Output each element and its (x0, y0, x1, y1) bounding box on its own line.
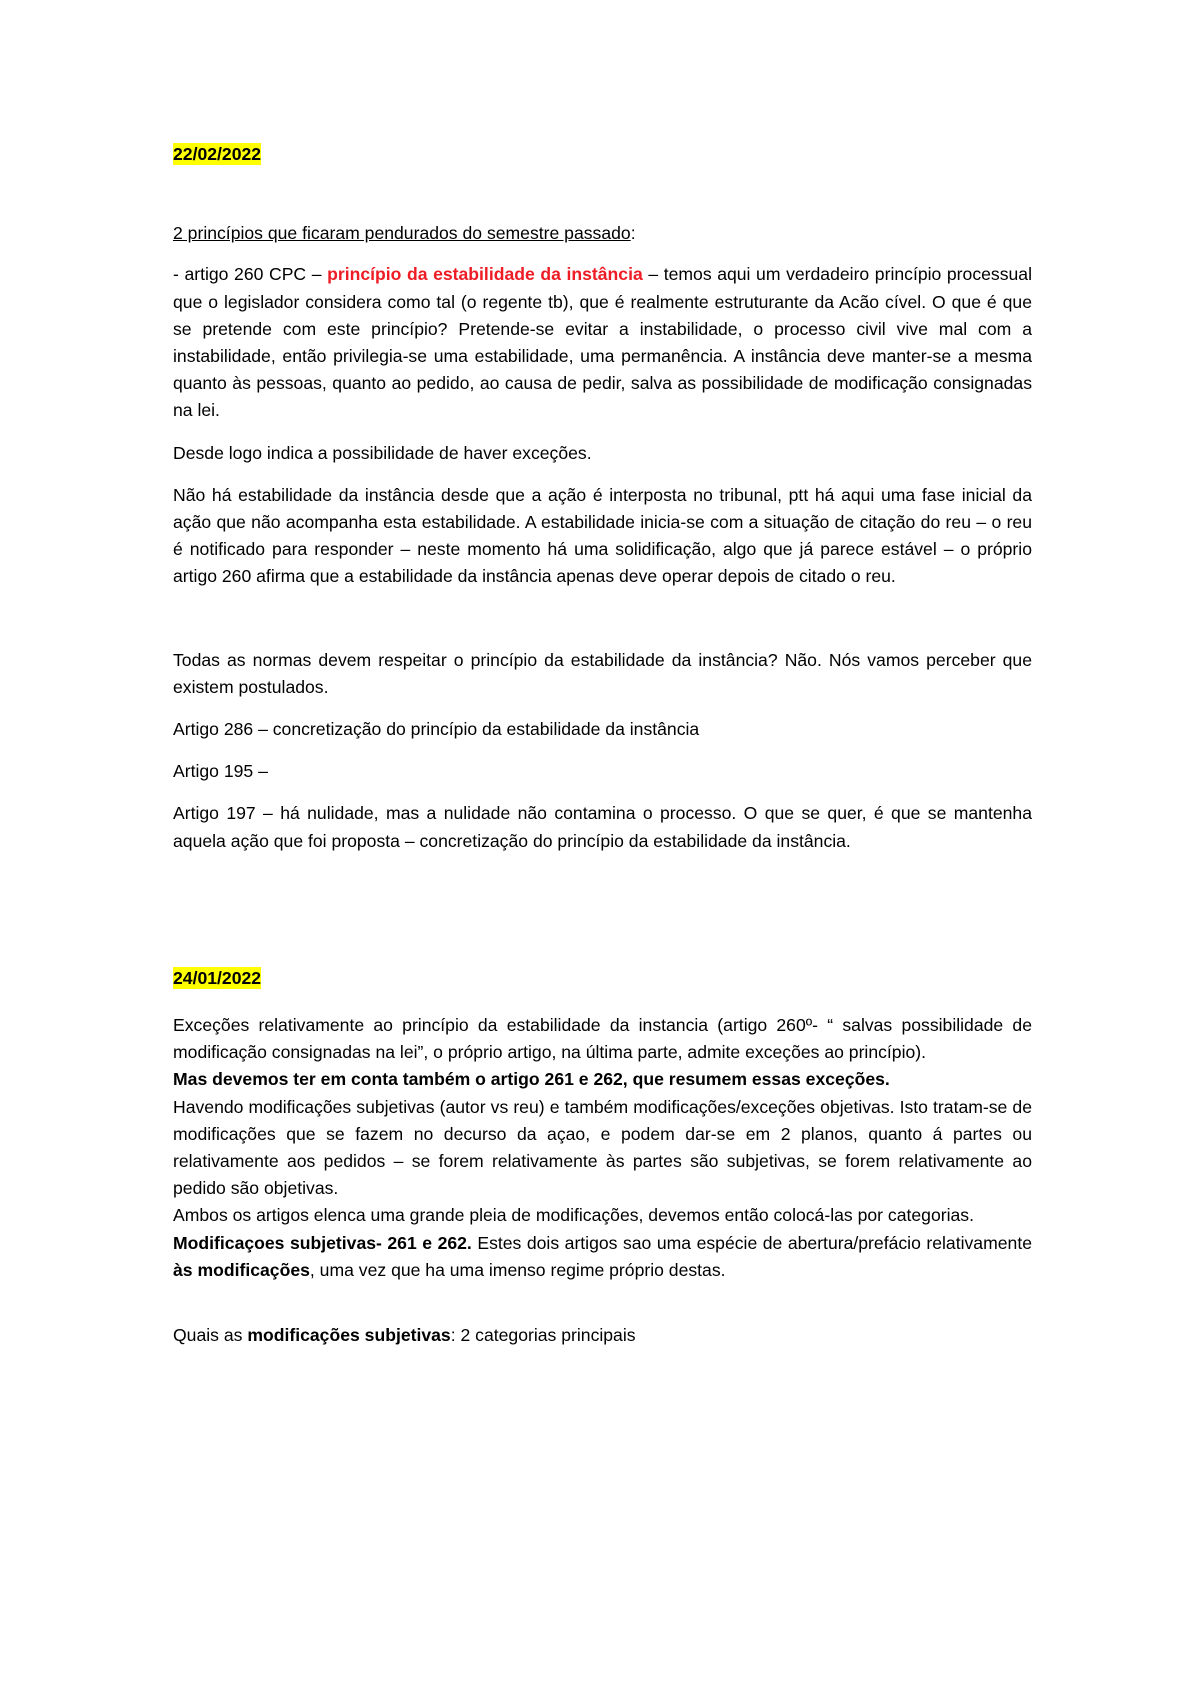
section2-paragraph-3: Havendo modificações subjetivas (autor vs reu) e também modificações/exceções objetivas. Isto tratam-se de modificações que se fazem no decurso da açao, e podem dar-se em 2 planos, quanto á partes ou relativamente aos pedidos – se forem relativamente às partes são subjetivas, se forem relativamente ao pedido são objetivas. (173, 1096, 1032, 1199)
section2-paragraph-5-text-a: Estes dois artigos sao uma espécie de abertura/prefácio relativamente (471, 1232, 1032, 1253)
section1-paragraph-6: Artigo 195 – (173, 761, 268, 782)
section1-heading-line (173, 220, 1032, 247)
section2-paragraph-6-text-b: : 2 categorias principais (450, 1325, 636, 1346)
section1-paragraph-7: Artigo 197 – há nulidade, mas a nulidade não contamina o processo. O que se quer, é que se mantenha aquela ação que foi proposta – concretização do princípio da estabilidade da instância. (173, 803, 1032, 851)
section1-paragraph-5: Artigo 286 – concretização do princípio da estabilidade da instância (173, 719, 700, 740)
section1-paragraph-4: Todas as normas devem respeitar o princípio da estabilidade da instância? Não. Nós vamos perceber que existem postulados. (173, 649, 1032, 697)
section1-heading-colon: : (630, 223, 636, 244)
section2-paragraph-5 (173, 1230, 1032, 1284)
article-260-text: – temos aqui um verdadeiro princípio processual que o legislador considera como tal (o regente tb), que é realmente estruturante da Acão cível. O que é que se pretende com este princípio? Pretende-se evitar a instabilidade, o processo civil vive mal com a instabilidade, então privilegia-se uma estabilidade, uma permanência. A instância deve manter-se a mesma quanto às pessoas, quanto ao pedido, ao causa de pedir, salva as possibilidade de modificação consignadas na lei. (173, 264, 1032, 421)
section2-paragraph-2: Mas devemos ter em conta também o artigo 261 e 262, que resumem essas exceções. (173, 1069, 890, 1090)
section1-heading: 2 princípios que ficaram pendurados do semestre passado (173, 223, 631, 244)
principle-highlight: princípio da estabilidade da instância (327, 264, 643, 285)
section2-date-line (173, 965, 1032, 992)
section1-paragraph-2: Desde logo indica a possibilidade de haver exceções. (173, 442, 592, 463)
section1-paragraph-3: Não há estabilidade da instância desde que a ação é interposta no tribunal, ptt há aqui uma fase inicial da ação que não acompanha esta estabilidade. A estabilidade inicia-se com a situação de citação do reu – o reu é notificado para responder – neste momento há uma solidificação, algo que já parece estável – o próprio artigo 260 afirma que a estabilidade da instância apenas deve operar depois de citado o reu. (173, 484, 1032, 587)
subjective-mods-label: Modificaçoes subjetivas- 261 e 262. (173, 1232, 472, 1253)
section2-paragraph-1: Exceções relativamente ao princípio da estabilidade da instancia (artigo 260º- “ salvas possibilidade de modificação consignadas na lei”, o próprio artigo, na última parte, admite exceções ao princípio). (173, 1015, 1032, 1063)
subjective-mods-bold: modificações subjetivas (247, 1325, 451, 1346)
section2-paragraph-4: Ambos os artigos elenca uma grande pleia de modificações, devemos então colocá-las por categorias. (173, 1205, 974, 1226)
section2-paragraph-5-text-b: , uma vez que ha uma imenso regime próprio destas. (309, 1259, 726, 1280)
article-260-prefix: - artigo 260 CPC – (173, 264, 328, 285)
modifications-bold: às modificações (173, 1259, 310, 1280)
section1-paragraph-1 (173, 261, 1032, 424)
section2-paragraph-6-text-a: Quais as (173, 1325, 248, 1346)
section2-date: 24/01/2022 (173, 967, 262, 988)
section1-date: 22/02/2022 (173, 144, 262, 164)
section2-paragraph-6 (173, 1322, 1032, 1349)
section1-date-line (173, 141, 1032, 168)
